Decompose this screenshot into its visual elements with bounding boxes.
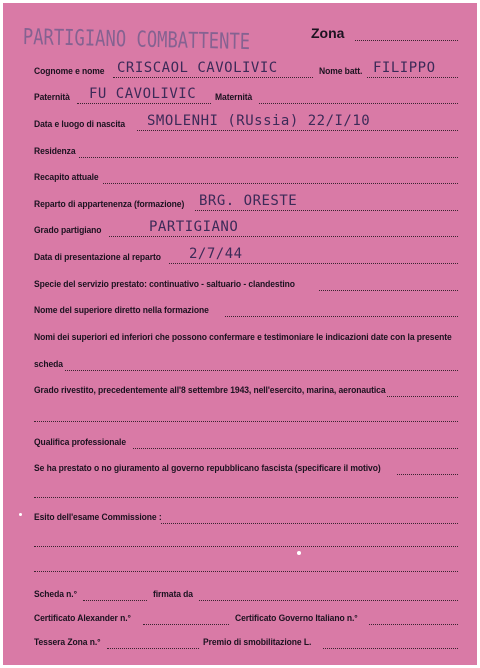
alexander-label: Certificato Alexander n.° — [34, 613, 131, 624]
reparto-label: Reparto di appartenenza (formazione) — [34, 199, 185, 210]
alexander-line — [143, 624, 229, 625]
scheda-n-line — [83, 600, 147, 601]
zona-label: Zona — [311, 25, 345, 41]
maternita-line — [259, 103, 458, 104]
nome-batt-label: Nome batt. — [319, 66, 363, 77]
qualifica-line — [133, 448, 458, 449]
giuramento-label: Se ha prestato o no giuramento al governo repubblicano fascista (specificare il motivo) — [34, 463, 381, 474]
governo-label: Certificato Governo Italiano n.° — [235, 613, 358, 624]
paper-speck — [19, 513, 22, 516]
paternita-value: FU CAVOLIVIC — [89, 86, 197, 102]
giuramento-line — [397, 474, 458, 475]
esito-line — [161, 523, 458, 524]
governo-line — [369, 624, 458, 625]
nascita-line — [137, 130, 458, 131]
grado-line — [109, 236, 458, 237]
reparto-line — [195, 210, 458, 211]
specie-line — [319, 290, 458, 291]
residenza-label: Residenza — [34, 146, 76, 157]
recapito-line — [103, 183, 458, 184]
partigiano-combattente-stamp: PARTIGIANO COMBATTENTE — [22, 25, 251, 56]
firmata-label: firmata da — [153, 589, 193, 600]
scheda-label: scheda — [34, 359, 63, 370]
scheda-line — [65, 370, 458, 371]
grado-rivestito-label: Grado rivestito, precedentemente all'8 settembre 1943, nell'esercito, marina, aeronautica — [34, 385, 386, 396]
firmata-line — [199, 600, 458, 601]
maternita-label: Maternità — [215, 92, 253, 103]
premio-label: Premio di smobilitazione L. — [203, 637, 312, 648]
cognome-label: Cognome e nome — [34, 66, 105, 77]
grado-value: PARTIGIANO — [149, 219, 239, 235]
esito-label: Esito dell'esame Commissione : — [34, 512, 162, 523]
residenza-line — [79, 157, 458, 158]
superiore-line — [225, 316, 458, 317]
reparto-value: BRG. ORESTE — [199, 193, 298, 209]
superiore-label: Nome del superiore diretto nella formazione — [34, 305, 209, 316]
giuramento-line-2 — [34, 497, 458, 498]
nascita-label: Data e luogo di nascita — [34, 119, 126, 130]
cognome-value: CRISCAOL CAVOLIVIC — [117, 60, 278, 76]
qualifica-label: Qualifica professionale — [34, 437, 127, 448]
tessera-label: Tessera Zona n.° — [34, 637, 101, 648]
specie-label: Specie del servizio prestato: continuativo - saltuario - clandestino — [34, 279, 295, 290]
nome-batt-line — [367, 77, 458, 78]
scheda-n-label: Scheda n.° — [34, 589, 77, 600]
grado-rivestito-line-2 — [34, 421, 458, 422]
paternita-label: Paternità — [34, 92, 70, 103]
nascita-value: SMOLENHI (RUssia) 22/I/10 — [147, 113, 371, 129]
grado-label: Grado partigiano — [34, 225, 102, 236]
premio-line — [323, 648, 458, 649]
presentazione-label: Data di presentazione al reparto — [34, 252, 161, 263]
nome-batt-value: FILIPPO — [373, 60, 436, 76]
paternita-line — [77, 103, 211, 104]
esito-line-2 — [34, 546, 458, 547]
presentazione-value: 2/7/44 — [189, 246, 243, 262]
esito-line-3 — [34, 571, 458, 572]
recapito-label: Recapito attuale — [34, 172, 99, 183]
grado-rivestito-line — [387, 396, 458, 397]
tessera-line — [107, 648, 199, 649]
superiori-label: Nomi dei superiori ed inferiori che possono confermare e testimoniare le indicazioni date con la presente — [34, 332, 452, 343]
partisan-record-card — [3, 3, 477, 665]
zona-line — [355, 40, 458, 41]
paper-speck — [297, 551, 301, 555]
cognome-line — [113, 77, 313, 78]
presentazione-line — [169, 263, 458, 264]
